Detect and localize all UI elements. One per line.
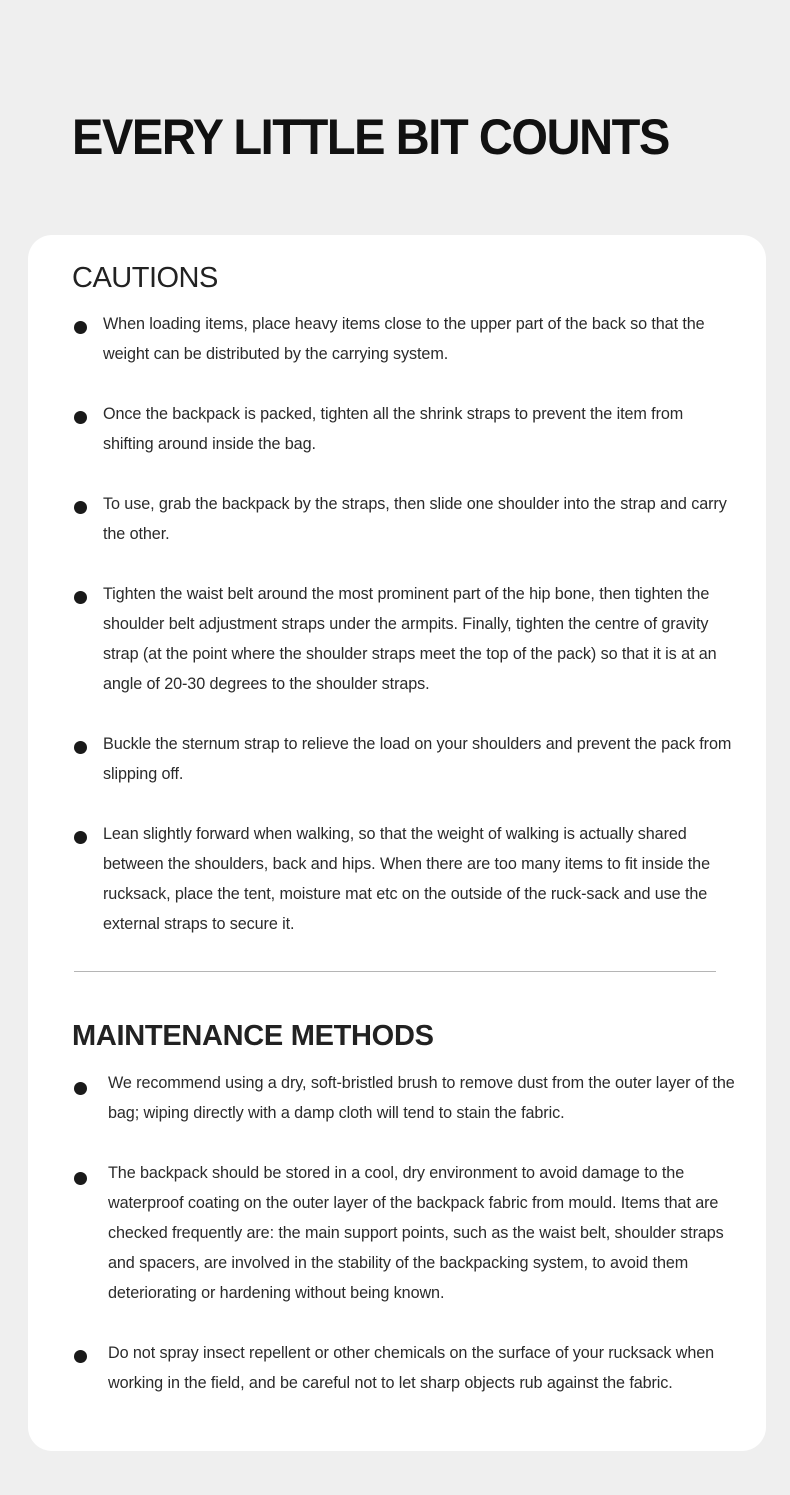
caution-item-text: To use, grab the backpack by the straps, then slide one shoulder into the strap and carry the other.	[103, 495, 727, 543]
caution-item-text: Buckle the sternum strap to relieve the load on your shoulders and prevent the pack from slipping off.	[103, 735, 732, 783]
bullet-dot-icon	[74, 1172, 87, 1185]
bullet-dot-icon	[74, 411, 87, 424]
bullet-dot-icon	[74, 1350, 87, 1363]
page-title: EVERY LITTLE BIT COUNTS	[72, 109, 669, 165]
bullet-dot-icon	[74, 591, 87, 604]
caution-item-text: Tighten the waist belt around the most prominent part of the hip bone, then tighten the shoulder belt adjustment straps under the armpits. Finally, tighten the centre of gravity strap (at the point where the shoulder straps meet the top of the pack) so that it is at an angle of 20-30 degrees to the shoulder straps.	[103, 585, 717, 693]
section-divider	[74, 971, 716, 972]
caution-item-text: When loading items, place heavy items close to the upper part of the back so that the weight can be distributed by the carrying system.	[103, 315, 705, 363]
maintenance-item-text: Do not spray insect repellent or other chemicals on the surface of your rucksack when working in the field, and be careful not to let sharp objects rub against the fabric.	[108, 1344, 715, 1392]
info-card	[28, 235, 766, 1451]
caution-item-text: Lean slightly forward when walking, so that the weight of walking is actually shared between the shoulders, back and hips. When there are too many items to fit inside the rucksack, place the tent, moisture mat etc on the outside of the ruck-sack and use the external straps to secure it.	[103, 825, 710, 933]
bullet-dot-icon	[74, 501, 87, 514]
cautions-heading: CAUTIONS	[72, 262, 218, 294]
maintenance-item-text: We recommend using a dry, soft-bristled brush to remove dust from the outer layer of the bag; wiping directly with a damp cloth will tend to stain the fabric.	[108, 1074, 735, 1122]
bullet-dot-icon	[74, 741, 87, 754]
maintenance-heading: MAINTENANCE METHODS	[72, 1020, 434, 1052]
bullet-dot-icon	[74, 1082, 87, 1095]
maintenance-item-text: The backpack should be stored in a cool, dry environment to avoid damage to the waterproof coating on the outer layer of the backpack fabric from mould. Items that are checked frequently are: the main support points, such as the waist belt, shoulder straps and spacers, are involved in the stability of the backpacking system, to avoid them deteriorating or hardening without being known.	[108, 1164, 724, 1302]
caution-item-text: Once the backpack is packed, tighten all the shrink straps to prevent the item from shifting around inside the bag.	[103, 405, 684, 453]
bullet-dot-icon	[74, 831, 87, 844]
bullet-dot-icon	[74, 321, 87, 334]
